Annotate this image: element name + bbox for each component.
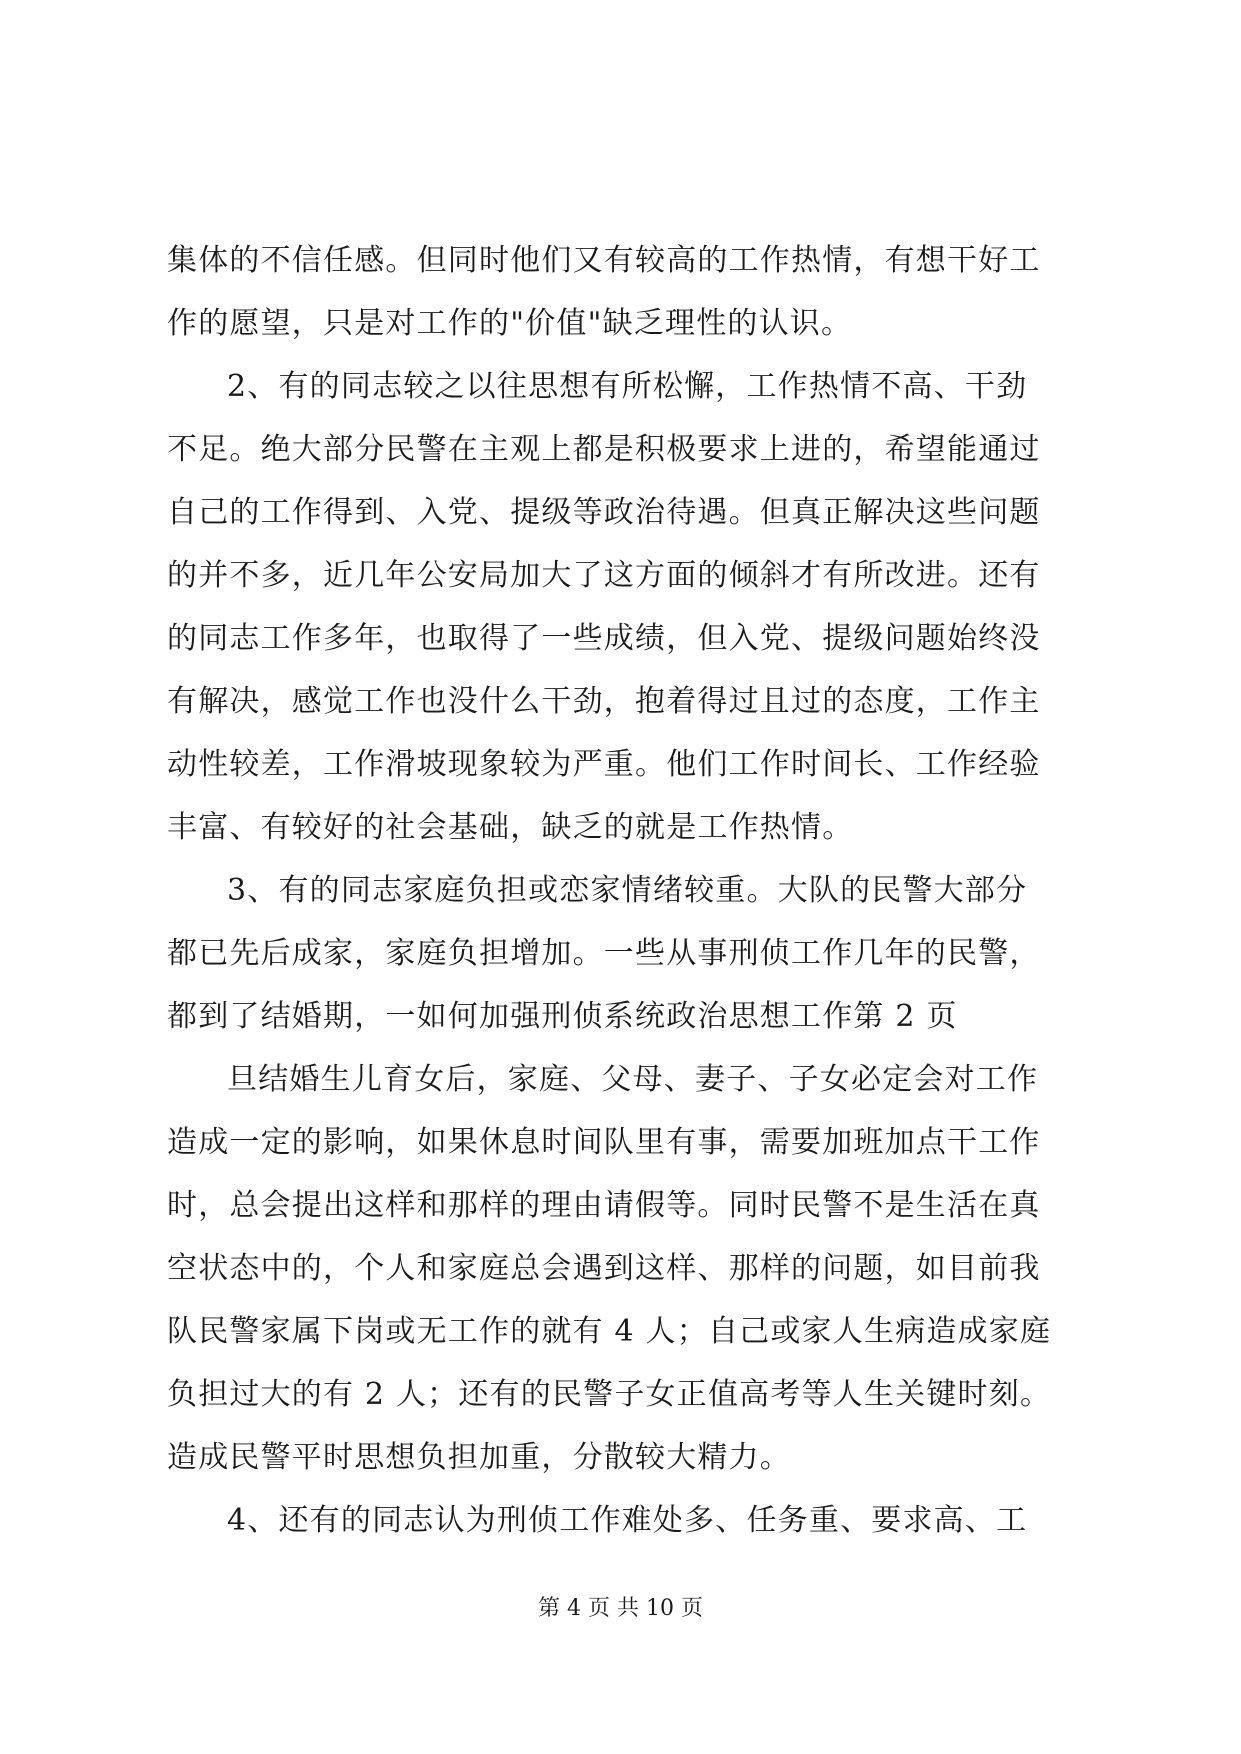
text-line: 造成一定的影响，如果休息时间队里有事，需要加班加点干工作 bbox=[167, 1125, 1041, 1160]
text-line: 有解决，感觉工作也没什么干劲，抱着得过且过的态度，工作主 bbox=[167, 684, 1041, 719]
text-line: 都已先后成家，家庭负担增加。一些从事刑侦工作几年的民警， bbox=[167, 936, 1041, 971]
text-line: 集体的不信任感。但同时他们又有较高的工作热情，有想干好工 bbox=[167, 243, 1041, 278]
text-line: 造成民警平时思想负担加重，分散较大精力。 bbox=[167, 1440, 791, 1475]
paragraph-start-line: 旦结婚生儿育女后，家庭、父母、妻子、子女必定会对工作 bbox=[227, 1062, 1039, 1097]
text-line: 作的愿望，只是对工作的"价值"缺乏理性的认识。 bbox=[167, 306, 853, 341]
text-line: 不足。绝大部分民警在主观上都是积极要求上进的，希望能通过 bbox=[167, 432, 1041, 467]
text-line: 队民警家属下岗或无工作的就有 4 人；自己或家人生病造成家庭 bbox=[167, 1314, 1052, 1349]
text-line: 都到了结婚期，一如何加强刑侦系统政治思想工作第 2 页 bbox=[167, 999, 958, 1034]
text-line: 丰富、有较好的社会基础，缺乏的就是工作热情。 bbox=[167, 810, 854, 845]
text-line: 动性较差，工作滑坡现象较为严重。他们工作时间长、工作经验 bbox=[167, 747, 1041, 782]
text-line: 的并不多，近几年公安局加大了这方面的倾斜才有所改进。还有 bbox=[167, 558, 1041, 593]
text-line: 空状态中的，个人和家庭总会遇到这样、那样的问题，如目前我 bbox=[167, 1251, 1041, 1286]
page-footer: 第 4 页 共 10 页 bbox=[538, 1596, 703, 1621]
paragraph-start-line: 3、有的同志家庭负担或恋家情绪较重。大队的民警大部分 bbox=[227, 873, 1028, 908]
document-body bbox=[167, 229, 1087, 1552]
text-line: 的同志工作多年，也取得了一些成绩，但入党、提级问题始终没 bbox=[167, 621, 1041, 656]
paragraph-start-line: 4、还有的同志认为刑侦工作难处多、任务重、要求高、工 bbox=[227, 1503, 1028, 1538]
paragraph-start-line: 2、有的同志较之以往思想有所松懈，工作热情不高、干劲 bbox=[227, 369, 1028, 404]
text-line: 自己的工作得到、入党、提级等政治待遇。但真正解决这些问题 bbox=[167, 495, 1041, 530]
text-line: 时，总会提出这样和那样的理由请假等。同时民警不是生活在真 bbox=[167, 1188, 1041, 1223]
text-line: 负担过大的有 2 人；还有的民警子女正值高考等人生关键时刻。 bbox=[167, 1377, 1052, 1412]
